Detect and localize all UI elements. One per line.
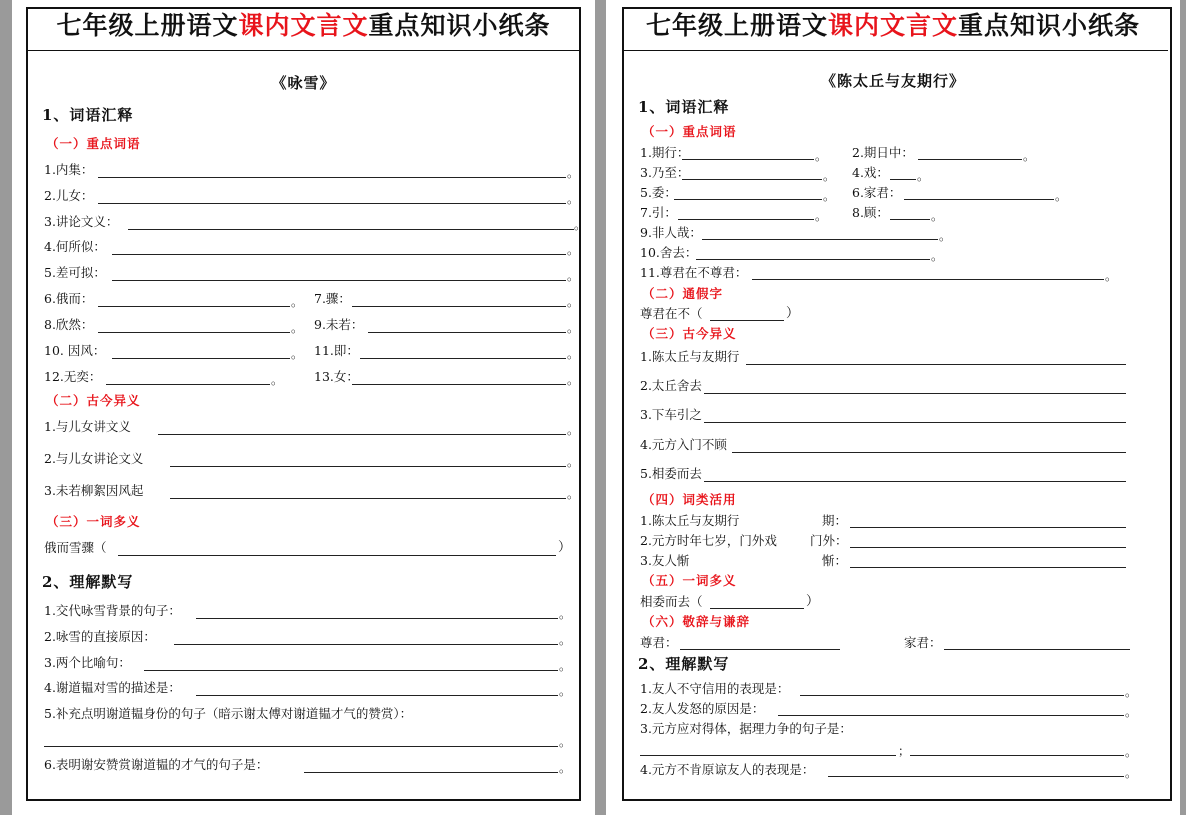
answer-line[interactable]: [704, 393, 1126, 394]
page-title: [12, 8, 595, 44]
period-mark: 。: [567, 487, 580, 501]
answer-line[interactable]: [828, 776, 1124, 777]
period-mark: 。: [291, 321, 304, 335]
period-mark: 。: [291, 295, 304, 309]
part-heading-key-words: （一）重点词语: [642, 124, 737, 139]
term-label: 10.舍去：: [640, 245, 698, 260]
period-mark: 。: [1125, 766, 1138, 780]
period-mark: 。: [567, 192, 580, 206]
section-heading-vocab: 1、词语汇释: [638, 98, 730, 116]
question-label: 1.友人不守信用的表现是：: [640, 681, 790, 696]
answer-line[interactable]: [98, 332, 290, 333]
answer-line[interactable]: [682, 179, 822, 180]
period-mark: 。: [931, 209, 944, 223]
period-mark: 。: [823, 169, 836, 183]
question-label: 2.友人发怒的原因是：: [640, 701, 765, 716]
period-mark: 。: [559, 684, 572, 698]
phrase-label: 1.陈太丘与友期行: [640, 513, 740, 528]
right-page: [606, 0, 1180, 815]
phrase-label: 1.与儿女讲文义: [44, 419, 131, 434]
answer-line[interactable]: [170, 466, 566, 467]
period-mark: 。: [823, 189, 836, 203]
phrase-label: 3.友人惭: [640, 553, 690, 568]
answer-line[interactable]: [702, 239, 938, 240]
answer-line[interactable]: [98, 177, 566, 178]
term-label: 5.差可拟：: [44, 265, 106, 280]
period-mark: 。: [567, 243, 580, 257]
period-mark: 。: [559, 761, 572, 775]
word-label: 期：: [822, 513, 848, 528]
term-label: 6.家君：: [852, 185, 902, 200]
question-label: 3.两个比喻句：: [44, 655, 131, 670]
answer-line[interactable]: [106, 384, 270, 385]
term-label: 9.未若：: [314, 317, 364, 332]
answer-line[interactable]: [128, 229, 574, 230]
period-mark: 。: [815, 209, 828, 223]
close-paren: ）: [786, 306, 800, 321]
period-mark: 。: [271, 373, 284, 387]
part-heading-meaning-shift: （三）古今异义: [642, 326, 737, 341]
answer-line[interactable]: [850, 547, 1126, 548]
part-heading-key-words: （一）重点词语: [46, 136, 141, 151]
answer-line[interactable]: [170, 498, 566, 499]
question-label: 4.谢道韫对雪的描述是：: [44, 680, 181, 695]
term-label: 4.何所似：: [44, 239, 106, 254]
period-mark: 。: [1125, 705, 1138, 719]
answer-line[interactable]: [710, 608, 804, 609]
answer-line[interactable]: [112, 254, 566, 255]
answer-line[interactable]: [98, 306, 290, 307]
title-suffix: 重点知识小纸条: [368, 11, 551, 40]
question-label: 4.元方不肯原谅友人的表现是：: [640, 762, 815, 777]
phrase-label: 2.太丘舍去: [640, 378, 702, 393]
answer-line[interactable]: [158, 434, 566, 435]
part-heading-part-of-speech: （四）词类活用: [642, 492, 737, 507]
answer-line[interactable]: [944, 649, 1130, 650]
answer-line[interactable]: [746, 364, 1126, 365]
answer-line[interactable]: [800, 695, 1124, 696]
answer-line[interactable]: [918, 159, 1022, 160]
title-prefix: 七年级上册语文: [56, 11, 239, 40]
period-mark: 。: [574, 218, 587, 232]
answer-line[interactable]: [680, 649, 840, 650]
answer-line[interactable]: [144, 670, 558, 671]
semicolon-mark: ；: [898, 744, 911, 758]
answer-line[interactable]: [778, 715, 1124, 716]
period-mark: 。: [1055, 189, 1068, 203]
part-heading-polysemy: （五）一词多义: [642, 573, 737, 588]
period-mark: 。: [939, 229, 952, 243]
period-mark: 。: [1023, 149, 1036, 163]
period-mark: 。: [917, 169, 930, 183]
word-label: 家君：: [904, 635, 942, 650]
close-paren: ）: [558, 540, 572, 555]
question-label: 2.咏雪的直接原因：: [44, 629, 156, 644]
period-mark: 。: [567, 423, 580, 437]
answer-line[interactable]: [710, 320, 784, 321]
term-label: 11.尊君在不尊君：: [640, 265, 748, 280]
answer-line[interactable]: [352, 306, 566, 307]
answer-line[interactable]: [732, 452, 1126, 453]
period-mark: 。: [567, 455, 580, 469]
period-mark: 。: [559, 735, 572, 749]
part-heading-interchangeable-char: （二）通假字: [642, 286, 724, 301]
term-label: 8.欣然：: [44, 317, 94, 332]
period-mark: 。: [567, 321, 580, 335]
answer-line[interactable]: [44, 746, 558, 747]
phrase-label: 2.与儿女讲论文义: [44, 451, 144, 466]
answer-line[interactable]: [910, 755, 1124, 756]
answer-line[interactable]: [112, 280, 566, 281]
period-mark: 。: [931, 249, 944, 263]
question-label: 5.补充点明谢道韫身份的句子（暗示谢太傅对谢道韫才气的赞赏）：: [44, 706, 413, 721]
answer-line[interactable]: [360, 358, 566, 359]
answer-line[interactable]: [890, 219, 930, 220]
title-highlight: 课内文言文: [827, 11, 958, 40]
period-mark: 。: [567, 269, 580, 283]
answer-line[interactable]: [98, 203, 566, 204]
word-label: 尊君：: [640, 635, 678, 650]
question-label: 3.元方应对得体，据理力争的句子是：: [640, 721, 852, 736]
answer-line[interactable]: [112, 358, 290, 359]
part-heading-polysemy: （三）一词多义: [46, 514, 141, 529]
answer-line[interactable]: [674, 199, 822, 200]
lesson-title: 《陈太丘与友期行》: [820, 72, 965, 90]
section-heading-recitation: 2、理解默写: [42, 573, 134, 591]
term-label: 10. 因风：: [44, 343, 106, 358]
term-label: 6.俄而：: [44, 291, 94, 306]
answer-line[interactable]: [640, 755, 896, 756]
period-mark: 。: [559, 633, 572, 647]
phrase-label: 2.元方时年七岁，门外戏: [640, 533, 777, 548]
title-divider: [28, 50, 581, 51]
term-label: 8.顾：: [852, 205, 889, 220]
period-mark: 。: [815, 149, 828, 163]
answer-line[interactable]: [890, 179, 916, 180]
answer-line[interactable]: [682, 159, 814, 160]
term-label: 1.期行：: [640, 145, 690, 160]
term-label: 11.即：: [314, 343, 359, 358]
word-label: 门外：: [810, 533, 848, 548]
period-mark: 。: [291, 347, 304, 361]
phrase-label: 相委而去（: [640, 594, 703, 609]
question-label: 1.交代咏雪背景的句子：: [44, 603, 181, 618]
phrase-label: 俄而雪骤（: [44, 540, 107, 555]
term-label: 7.骤：: [314, 291, 351, 306]
phrase-label: 5.相委而去: [640, 466, 702, 481]
answer-line[interactable]: [678, 219, 814, 220]
period-mark: 。: [567, 166, 580, 180]
period-mark: 。: [567, 347, 580, 361]
answer-line[interactable]: [752, 279, 1104, 280]
title-divider: [624, 50, 1168, 51]
title-highlight: 课内文言文: [238, 11, 369, 40]
term-label: 13.女：: [314, 369, 359, 384]
term-label: 7.引：: [640, 205, 677, 220]
part-heading-honorifics: （六）敬辞与谦辞: [642, 614, 751, 629]
period-mark: 。: [1125, 745, 1138, 759]
answer-line[interactable]: [704, 422, 1126, 423]
answer-line[interactable]: [174, 644, 558, 645]
period-mark: 。: [559, 607, 572, 621]
term-label: 5.委：: [640, 185, 677, 200]
title-suffix: 重点知识小纸条: [958, 11, 1141, 40]
section-heading-recitation: 2、理解默写: [638, 655, 730, 673]
lesson-title: 《咏雪》: [271, 74, 336, 92]
term-label: 2.儿女：: [44, 188, 94, 203]
period-mark: 。: [1105, 269, 1118, 283]
answer-line[interactable]: [196, 618, 558, 619]
answer-line[interactable]: [904, 199, 1054, 200]
left-page: [12, 0, 595, 815]
answer-line[interactable]: [304, 772, 558, 773]
period-mark: 。: [567, 295, 580, 309]
phrase-label: 4.元方入门不顾: [640, 437, 727, 452]
term-label: 3.乃至：: [640, 165, 690, 180]
period-mark: 。: [1125, 685, 1138, 699]
answer-line[interactable]: [352, 384, 566, 385]
answer-line[interactable]: [696, 259, 930, 260]
answer-line[interactable]: [118, 555, 556, 556]
phrase-label: 3.下车引之: [640, 407, 702, 422]
answer-line[interactable]: [704, 481, 1126, 482]
answer-line[interactable]: [196, 695, 558, 696]
close-paren: ）: [806, 594, 820, 609]
title-prefix: 七年级上册语文: [645, 11, 828, 40]
word-label: 惭：: [822, 553, 848, 568]
phrase-label: 1.陈太丘与友期行: [640, 349, 740, 364]
term-label: 12.无奕：: [44, 369, 102, 384]
term-label: 4.戏：: [852, 165, 889, 180]
term-label: 1.内集：: [44, 162, 94, 177]
answer-line[interactable]: [850, 527, 1126, 528]
phrase-label: 尊君在不（: [640, 306, 703, 321]
term-label: 3.讲论文义：: [44, 214, 119, 229]
page-title: [606, 8, 1180, 44]
question-label: 6.表明谢安赞赏谢道韫的才气的句子是：: [44, 757, 269, 772]
period-mark: 。: [559, 659, 572, 673]
section-heading-vocab: 1、词语汇释: [42, 106, 134, 124]
answer-line[interactable]: [368, 332, 566, 333]
part-heading-meaning-shift: （二）古今异义: [46, 393, 141, 408]
answer-line[interactable]: [850, 567, 1126, 568]
period-mark: 。: [567, 373, 580, 387]
term-label: 2.期日中：: [852, 145, 914, 160]
term-label: 9.非人哉：: [640, 225, 702, 240]
phrase-label: 3.未若柳絮因风起: [44, 483, 144, 498]
